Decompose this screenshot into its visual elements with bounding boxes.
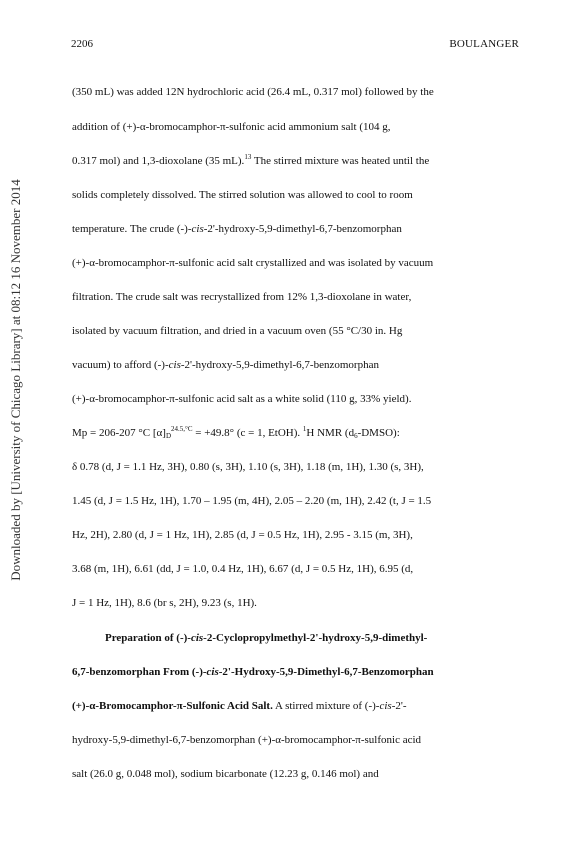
text-line bbox=[72, 529, 413, 541]
text-run: 6,7-benzomorphan From (-)- bbox=[72, 666, 207, 678]
text-run: The stirred mixture was heated until the bbox=[251, 155, 430, 167]
text-line bbox=[72, 189, 413, 201]
superscript: 1 bbox=[302, 425, 307, 433]
text-run: -DMSO): bbox=[357, 427, 400, 439]
text-run: vacuum) to afford (-)- bbox=[72, 359, 169, 371]
text-run: (+)-α-bromocamphor-π-sulfonic acid salt as a white solid (110 g, 33% yield). bbox=[72, 393, 412, 405]
section-heading-line bbox=[72, 666, 434, 678]
page-number: 2206 bbox=[71, 38, 93, 50]
text-run: -2-Cyclopropylmethyl-2'-hydroxy-5,9-dimethyl- bbox=[203, 632, 428, 644]
section-heading-run: (+)-α-Bromocamphor-π-Sulfonic Acid Salt. bbox=[72, 700, 273, 712]
text-line bbox=[72, 461, 424, 473]
subscript: 6 bbox=[354, 432, 358, 440]
text-line bbox=[72, 223, 402, 235]
text-run: temperature. The crude (-)- bbox=[72, 223, 192, 235]
text-run: (+)-α-bromocamphor-π-sulfonic acid salt crystallized and was isolated by vacuum bbox=[72, 257, 434, 269]
running-head-author: BOULANGER bbox=[449, 38, 519, 50]
text-run: -2'-Hydroxy-5,9-Dimethyl-6,7-Benzomorphan bbox=[218, 666, 434, 678]
download-stamp: Downloaded by [University of Chicago Library] at 08:12 16 November 2014 bbox=[8, 179, 23, 581]
italic-text: cis bbox=[379, 700, 392, 712]
text-line bbox=[72, 700, 407, 712]
text-line bbox=[72, 291, 411, 303]
text-run: 0.317 mol) and 1,3-dioxolane (35 mL). bbox=[72, 155, 245, 167]
text-run: H NMR (d bbox=[306, 427, 355, 439]
text-run: J = 1 Hz, 1H), 8.6 (br s, 2H), 9.23 (s, 1H). bbox=[72, 597, 257, 609]
text-line bbox=[72, 393, 411, 405]
text-run: -2'- bbox=[391, 700, 407, 712]
text-line bbox=[72, 257, 433, 269]
text-line bbox=[72, 597, 257, 609]
superscript: 24.5,°C bbox=[171, 425, 193, 433]
text-run: 1.45 (d, J = 1.5 Hz, 1H), 1.70 – 1.95 (m, 4H), 2.05 – 2.20 (m, 1H), 2.42 (t, J = 1.5 bbox=[72, 495, 432, 507]
text-run: Mp = 206-207 °C [α] bbox=[72, 427, 166, 439]
italic-text: cis bbox=[168, 359, 181, 371]
text-run: δ 0.78 (d, J = 1.1 Hz, 3H), 0.80 (s, 3H), 1.10 (s, 3H), 1.18 (m, 1H), 1.30 (s, 3H), bbox=[72, 461, 424, 473]
italic-text: cis bbox=[190, 632, 204, 644]
text-run: = +49.8° (c = 1, EtOH). bbox=[192, 427, 303, 439]
italic-text: cis bbox=[191, 223, 204, 235]
text-run: Hz, 2H), 2.80 (d, J = 1 Hz, 1H), 2.85 (d, J = 0.5 Hz, 1H), 2.95 - 3.15 (m, 3H), bbox=[72, 529, 413, 541]
text-run: -2'-hydroxy-5,9-dimethyl-6,7-benzomorphan bbox=[180, 359, 379, 371]
text-line bbox=[72, 121, 391, 133]
text-line bbox=[72, 359, 379, 371]
text-line bbox=[72, 495, 431, 507]
text-run: addition of (+)-α-bromocamphor-π-sulfonic acid ammonium salt (104 g, bbox=[72, 121, 391, 133]
text-run: hydroxy-5,9-dimethyl-6,7-benzomorphan (+)-α-bromocamphor-π-sulfonic acid bbox=[72, 734, 422, 746]
text-run: filtration. The crude salt was recrystallized from 12% 1,3-dioxolane in water, bbox=[72, 291, 412, 303]
reference-superscript: 13 bbox=[244, 153, 252, 161]
text-line bbox=[72, 86, 434, 98]
text-line bbox=[72, 427, 400, 439]
text-line bbox=[72, 563, 413, 575]
text-run: Preparation of (-)- bbox=[105, 632, 191, 644]
text-run: A stirred mixture of (-)- bbox=[272, 700, 380, 712]
text-line bbox=[72, 768, 379, 780]
section-heading-line bbox=[105, 632, 427, 644]
text-line bbox=[72, 155, 429, 167]
text-run: -2'-hydroxy-5,9-dimethyl-6,7-benzomorphan bbox=[203, 223, 402, 235]
subscript: D bbox=[165, 432, 172, 440]
text-run: isolated by vacuum filtration, and dried in a vacuum oven (55 °C/30 in. Hg bbox=[72, 325, 403, 337]
text-run: salt (26.0 g, 0.048 mol), sodium bicarbonate (12.23 g, 0.146 mol) and bbox=[72, 768, 379, 780]
text-run: solids completely dissolved. The stirred solution was allowed to cool to room bbox=[72, 189, 413, 201]
text-line bbox=[72, 734, 421, 746]
text-run: (350 mL) was added 12N hydrochloric acid (26.4 mL, 0.317 mol) followed by the bbox=[72, 86, 434, 98]
text-run: 3.68 (m, 1H), 6.61 (dd, J = 1.0, 0.4 Hz, 1H), 6.67 (d, J = 0.5 Hz, 1H), 6.95 (d, bbox=[72, 563, 414, 575]
text-line bbox=[72, 325, 402, 337]
italic-text: cis bbox=[206, 666, 219, 678]
